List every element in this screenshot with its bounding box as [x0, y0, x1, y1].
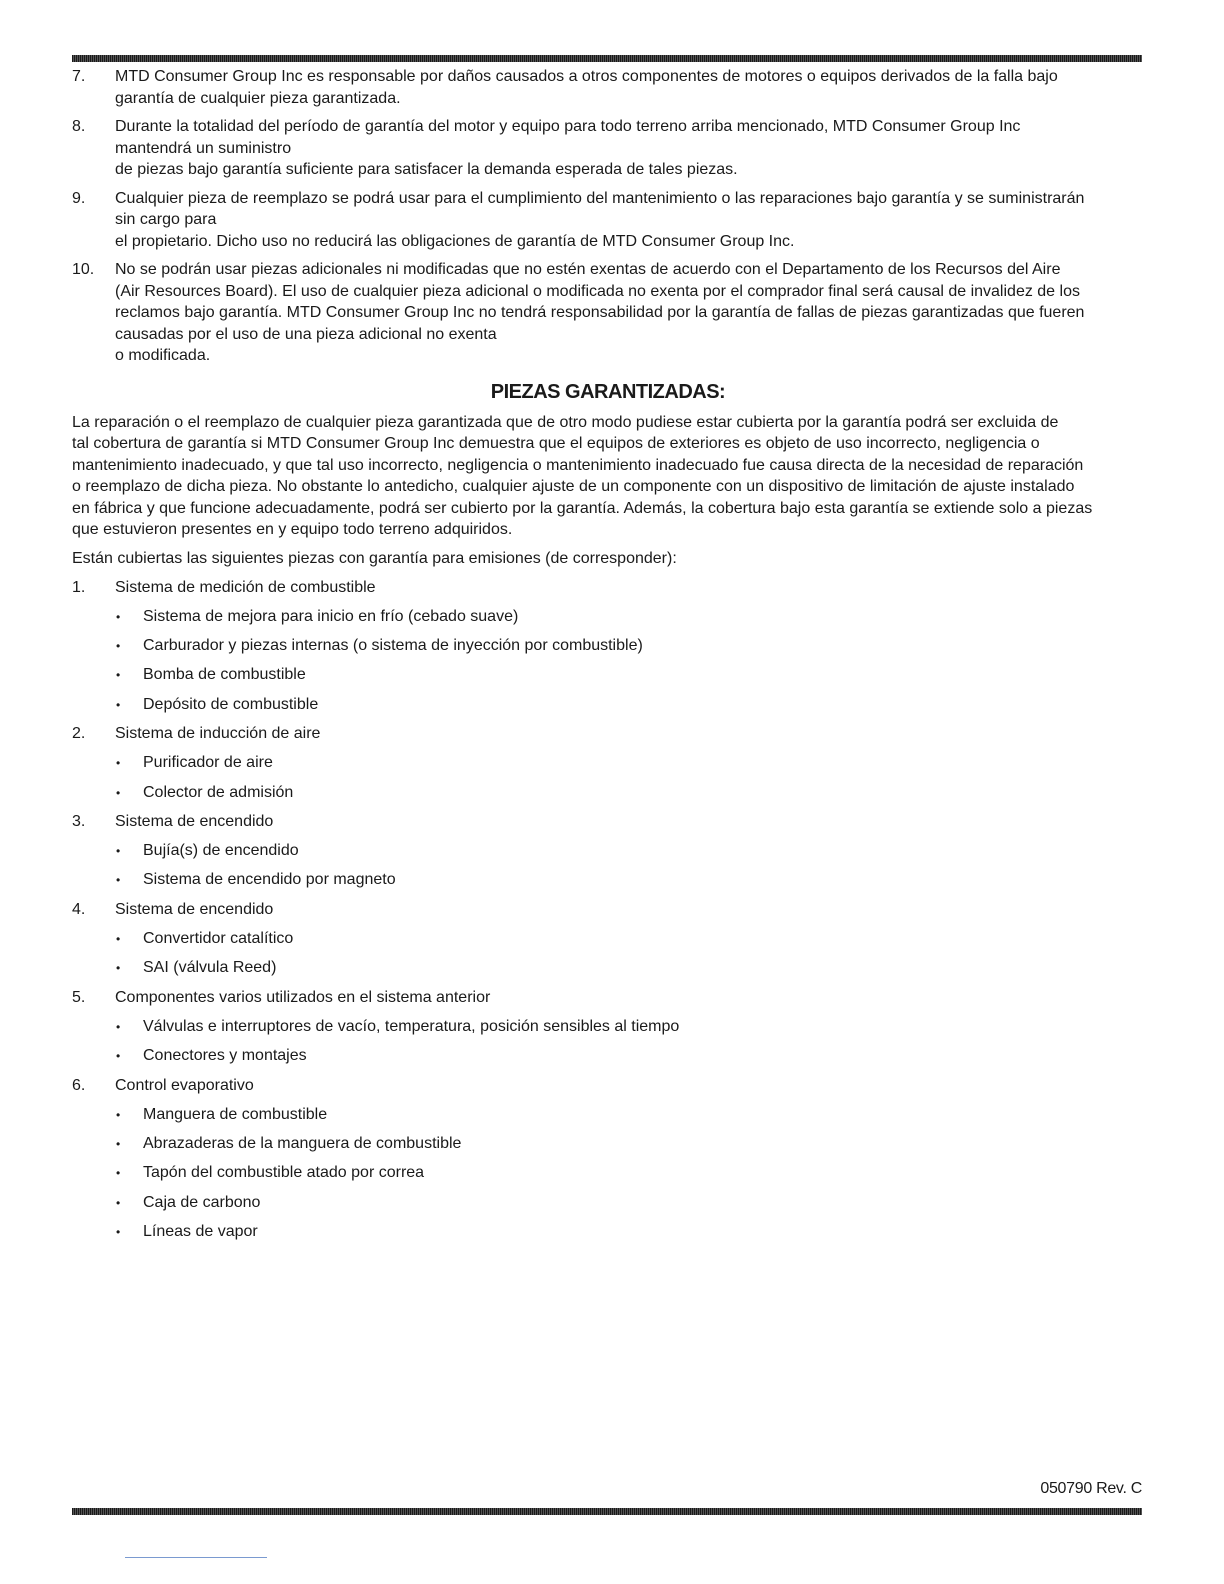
item-line: garantía de cualquier pieza garantizada.: [115, 89, 401, 107]
warranty-item-10: [72, 259, 1144, 367]
item-number: 9.: [72, 189, 86, 207]
part-item: [72, 752, 1144, 781]
parts-group-title: [72, 577, 1144, 606]
bullet-icon: •: [116, 873, 121, 888]
bullet-icon: •: [116, 1107, 121, 1122]
margin-line: [125, 1557, 267, 1558]
covered-parts-lead: Están cubiertas las siguientes piezas con garantía para emisiones (de corresponder):: [72, 549, 677, 567]
warranty-list: [72, 66, 1144, 367]
part-label: Manguera de combustible: [143, 1105, 328, 1123]
item-line: mantendrá un suministro: [115, 139, 292, 157]
part-item: [72, 782, 1144, 811]
part-item: [72, 1221, 1144, 1250]
item-number: 8.: [72, 118, 86, 135]
parts-group-title: [72, 1075, 1144, 1104]
bullet-icon: •: [116, 1019, 121, 1034]
part-item: [72, 635, 1144, 664]
part-item: [72, 928, 1144, 957]
covered-parts-list: [72, 577, 1144, 1251]
part-item: [72, 840, 1144, 869]
section-title: PIEZAS GARANTIZADAS:: [490, 380, 726, 403]
part-label: Depósito de combustible: [143, 695, 319, 713]
intro-paragraph: [72, 412, 1144, 541]
part-label: Líneas de vapor: [143, 1223, 258, 1241]
part-label: Carburador y piezas internas (o sistema de inyección por combustible): [143, 637, 643, 655]
part-label: Sistema de encendido por magneto: [143, 871, 396, 889]
intro-line: mantenimiento inadecuado, y que tal uso incorrecto, negligencia o mantenimiento inadecuado fue causa directa de la necesidad de reparación: [72, 456, 1084, 474]
part-item: [72, 1104, 1144, 1133]
document-body: [72, 66, 1144, 1250]
part-label: Colector de admisión: [143, 783, 294, 801]
item-line: (Air Resources Board). El uso de cualquier pieza adicional o modificada no exenta por el comprador final será causal de invalidez de los: [115, 282, 1080, 300]
bullet-icon: •: [116, 756, 121, 771]
part-label: Bomba de combustible: [143, 666, 306, 684]
part-item: [72, 1045, 1144, 1074]
intro-line: La reparación o el reemplazo de cualquier pieza garantizada que de otro modo pudiese estar cubierta por la garantía podrá ser excluida de: [72, 413, 1059, 431]
bullet-icon: •: [116, 697, 121, 712]
bullet-icon: •: [116, 668, 121, 683]
group-label: Sistema de medición de combustible: [115, 578, 376, 596]
part-label: SAI (válvula Reed): [143, 959, 277, 977]
item-line: causadas por el uso de una pieza adicional no exenta: [115, 325, 497, 343]
item-line: de piezas bajo garantía suficiente para satisfacer la demanda esperada de tales piezas.: [115, 161, 738, 178]
part-label: Bujía(s) de encendido: [143, 842, 299, 860]
parts-group-title: [72, 899, 1144, 928]
part-label: Sistema de mejora para inicio en frío (cebado suave): [143, 607, 519, 625]
item-line: No se podrán usar piezas adicionales ni modificadas que no estén exentas de acuerdo con el Departamento de los Recursos del Aire: [115, 261, 1061, 278]
intro-line: tal cobertura de garantía si MTD Consumer Group Inc demuestra que el equipos de exteriores es objeto de uso incorrecto, negligencia o: [72, 435, 1040, 452]
intro-line: o reemplazo de dicha pieza. No obstante lo antedicho, cualquier ajuste de un componente con un dispositivo de limitación de ajuste instalado: [72, 478, 1075, 495]
item-line: MTD Consumer Group Inc es responsable por daños causados a otros componentes de motores o equipos derivados de la falla bajo: [115, 68, 1058, 85]
document-revision-code: 050790 Rev. C: [1040, 1480, 1142, 1497]
item-line: o modificada.: [115, 347, 211, 364]
warranty-item-9: [72, 188, 1144, 253]
group-number: 2.: [72, 724, 86, 742]
bullet-icon: •: [116, 1166, 121, 1181]
parts-group-title: [72, 723, 1144, 752]
group-label: Componentes varios utilizados en el sistema anterior: [115, 988, 491, 1006]
group-label: Sistema de encendido: [115, 900, 274, 918]
bullet-icon: •: [116, 785, 121, 800]
bullet-icon: •: [116, 1195, 121, 1210]
part-item: [72, 957, 1144, 986]
item-line: Durante la totalidad del período de garantía del motor y equipo para todo terreno arriba mencionado, MTD Consumer Group Inc: [115, 118, 1021, 135]
group-number: 1.: [72, 578, 86, 596]
group-label: Control evaporativo: [115, 1076, 254, 1094]
intro-line: que estuvieron presentes en y equipo todo terreno adquiridos.: [72, 521, 513, 538]
part-item: [72, 869, 1144, 898]
part-item: [72, 664, 1144, 693]
group-number: 6.: [72, 1076, 86, 1094]
item-line: Cualquier pieza de reemplazo se podrá usar para el cumplimiento del mantenimiento o las reparaciones bajo garantía y se suministrarán: [115, 189, 1085, 207]
part-label: Conectores y montajes: [143, 1047, 307, 1065]
part-label: Caja de carbono: [143, 1193, 261, 1211]
part-item: [72, 1192, 1144, 1221]
bullet-icon: •: [116, 1225, 121, 1240]
parts-group-title: [72, 811, 1144, 840]
group-number: 5.: [72, 988, 86, 1006]
part-label: Abrazaderas de la manguera de combustible: [143, 1135, 462, 1153]
warranty-item-7: [72, 66, 1144, 109]
part-label: Convertidor catalítico: [143, 930, 294, 948]
item-number: 10.: [72, 261, 95, 278]
part-item: [72, 606, 1144, 635]
intro-line: en fábrica y que funcione adecuadamente, podrá ser cubierto por la garantía. Además, la cobertura bajo esta garantía se extiende solo a piezas: [72, 499, 1093, 517]
group-label: Sistema de encendido: [115, 812, 274, 830]
part-label: Tapón del combustible atado por correa: [143, 1164, 425, 1182]
part-item: [72, 1133, 1144, 1162]
bullet-icon: •: [116, 844, 121, 859]
bullet-icon: •: [116, 961, 121, 976]
warranty-item-8: [72, 116, 1144, 181]
bullet-icon: •: [116, 932, 121, 947]
bottom-rule: [72, 1508, 1142, 1515]
part-label: Válvulas e interruptores de vacío, temperatura, posición sensibles al tiempo: [143, 1017, 680, 1035]
item-line: el propietario. Dicho uso no reducirá las obligaciones de garantía de MTD Consumer Group Inc.: [115, 232, 795, 250]
bullet-icon: •: [116, 1137, 121, 1152]
part-item: [72, 1016, 1144, 1045]
bullet-icon: •: [116, 609, 121, 624]
group-label: Sistema de inducción de aire: [115, 724, 321, 742]
item-line: sin cargo para: [115, 211, 217, 228]
bullet-icon: •: [116, 1049, 121, 1064]
part-label: Purificador de aire: [143, 754, 273, 772]
parts-group-title: [72, 987, 1144, 1016]
group-number: 3.: [72, 812, 86, 830]
top-rule: [72, 55, 1142, 62]
item-line: reclamos bajo garantía. MTD Consumer Group Inc no tendrá responsabilidad por la garantía de fallas de piezas garantizadas que fueren: [115, 304, 1085, 321]
item-number: 7.: [72, 68, 86, 85]
group-number: 4.: [72, 900, 86, 918]
part-item: [72, 1162, 1144, 1191]
part-item: [72, 694, 1144, 723]
bullet-icon: •: [116, 639, 121, 654]
